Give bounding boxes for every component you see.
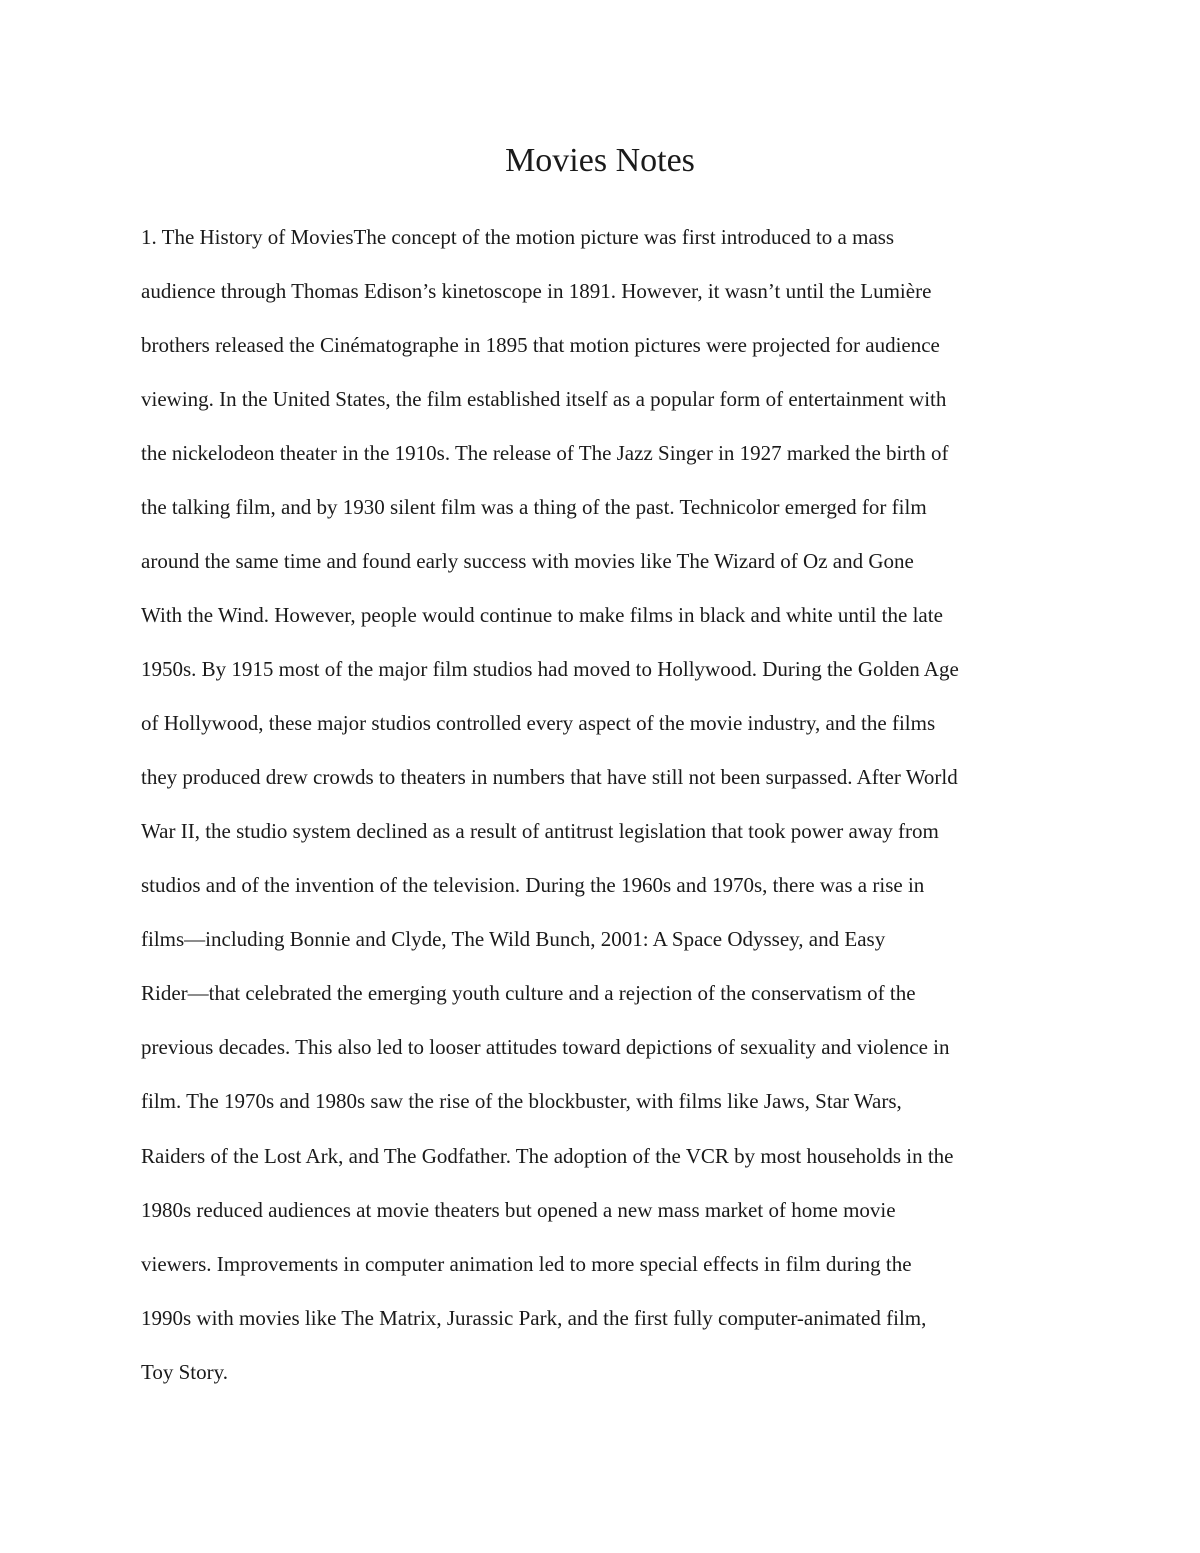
body-text-line: the nickelodeon theater in the 1910s. The release of The Jazz Singer in 1927 marked the birth of xyxy=(141,441,949,465)
body-text-line: Rider—that celebrated the emerging youth culture and a rejection of the conservatism of the xyxy=(141,981,916,1005)
body-text-line: of Hollywood, these major studios controlled every aspect of the movie industry, and the films xyxy=(141,711,936,735)
body-text-line: 1950s. By 1915 most of the major film studios had moved to Hollywood. During the Golden Age xyxy=(141,657,959,681)
body-text-line: film. The 1970s and 1980s saw the rise of the blockbuster, with films like Jaws, Star Wars, xyxy=(141,1089,902,1113)
page-title: Movies Notes xyxy=(505,142,695,179)
body-text-line: Raiders of the Lost Ark, and The Godfather. The adoption of the VCR by most households in the xyxy=(141,1144,954,1168)
body-text-line: they produced drew crowds to theaters in numbers that have still not been surpassed. After World xyxy=(141,765,958,789)
body-text-line: 1. The History of MoviesThe concept of the motion picture was first introduced to a mass xyxy=(141,225,895,249)
body-text-line: studios and of the invention of the television. During the 1960s and 1970s, there was a rise in xyxy=(141,873,925,897)
body-text-line: audience through Thomas Edison’s kinetoscope in 1891. However, it wasn’t until the Lumière xyxy=(141,279,932,303)
body-text-line: the talking film, and by 1930 silent film was a thing of the past. Technicolor emerged for film xyxy=(141,495,927,519)
body-text-line: previous decades. This also led to looser attitudes toward depictions of sexuality and violence in xyxy=(141,1035,950,1059)
body-text-line: Toy Story. xyxy=(141,1360,229,1384)
body-text-line: With the Wind. However, people would continue to make films in black and white until the late xyxy=(141,603,943,627)
body-text-line: films—including Bonnie and Clyde, The Wild Bunch, 2001: A Space Odyssey, and Easy xyxy=(141,927,886,951)
body-text-line: 1980s reduced audiences at movie theaters but opened a new mass market of home movie xyxy=(141,1198,896,1222)
body-text-line: around the same time and found early success with movies like The Wizard of Oz and Gone xyxy=(141,549,914,573)
body-text-line: War II, the studio system declined as a result of antitrust legislation that took power away from xyxy=(141,819,939,843)
body-text-line: viewing. In the United States, the film established itself as a popular form of entertainment with xyxy=(141,387,947,411)
body-text-line: brothers released the Cinématographe in 1895 that motion pictures were projected for audience xyxy=(141,333,940,357)
body-text-line: viewers. Improvements in computer animation led to more special effects in film during the xyxy=(141,1252,912,1276)
body-text-line: 1990s with movies like The Matrix, Jurassic Park, and the first fully computer-animated film, xyxy=(141,1306,927,1330)
